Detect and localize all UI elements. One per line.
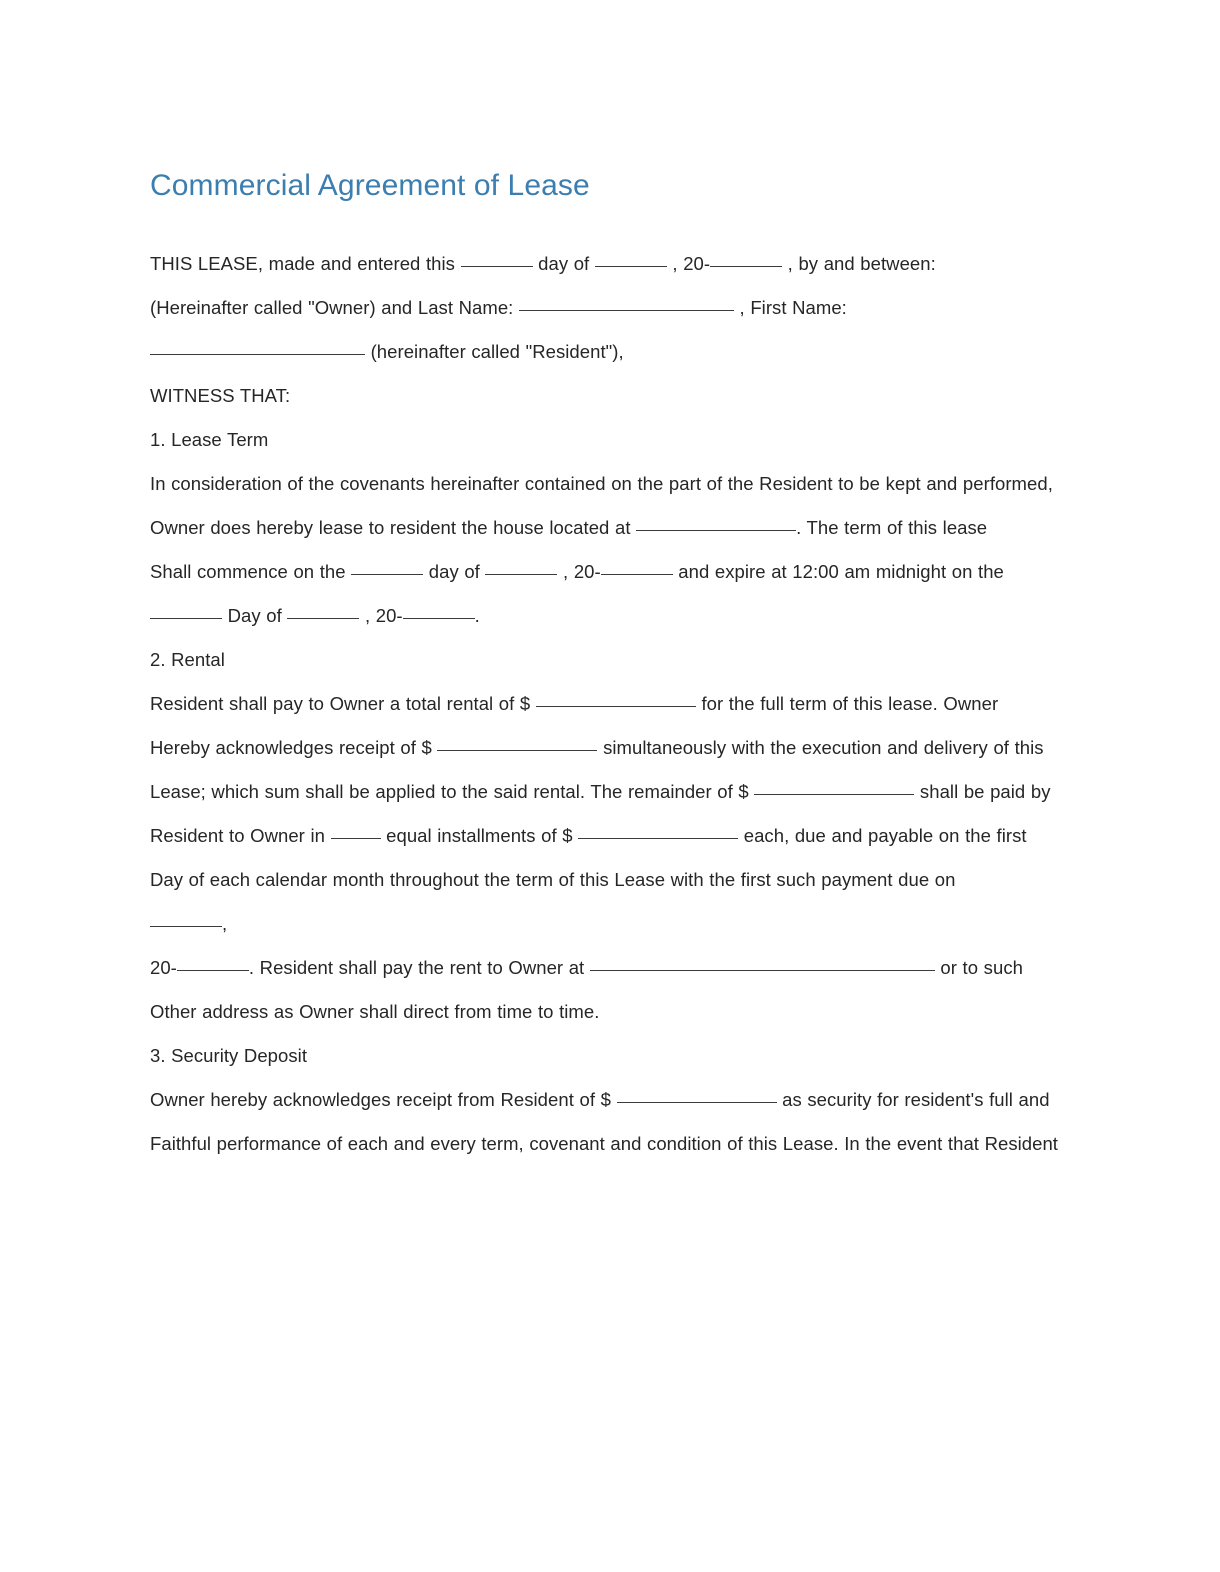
paragraph-text: each, due and payable on the first [738, 825, 1027, 846]
paragraph-text: , 20- [557, 561, 601, 582]
paragraph-text: and expire at 12:00 am midnight on the [672, 561, 1004, 582]
paragraph-text: 3. Security Deposit [150, 1045, 308, 1066]
paragraph-due-date-blank [150, 910, 1068, 939]
fill-in-blank[interactable] [754, 794, 914, 795]
fill-in-blank[interactable] [590, 970, 935, 971]
paragraph-text: . The term of this lease [796, 517, 988, 538]
paragraph-pay-rent-at [150, 954, 1068, 983]
paragraph-text: THIS LEASE, made and entered this [150, 253, 461, 274]
paragraph-witness-that [150, 382, 1068, 411]
paragraph-text: , 20- [359, 605, 403, 626]
paragraph-text: Day of each calendar month throughout the term of this Lease with the first such payment due on [150, 869, 956, 890]
paragraph-text: day of [423, 561, 486, 582]
fill-in-blank[interactable] [617, 1102, 777, 1103]
paragraph-text: Other address as Owner shall direct from time to time. [150, 1001, 600, 1022]
paragraph-text: equal installments of $ [380, 825, 579, 846]
paragraph-total-rental [150, 690, 1068, 719]
fill-in-blank[interactable] [536, 706, 696, 707]
paragraph-text: Owner does hereby lease to resident the house located at [150, 517, 637, 538]
paragraph-text: WITNESS THAT: [150, 385, 291, 406]
fill-in-blank[interactable] [351, 574, 423, 575]
paragraph-resident-name [150, 338, 1068, 367]
paragraph-text: Faithful performance of each and every term, covenant and condition of this Lease. In the event that Resident [150, 1133, 1058, 1154]
paragraph-faithful-performance [150, 1130, 1068, 1159]
fill-in-blank[interactable] [331, 838, 381, 839]
paragraph-text: , [222, 913, 228, 934]
paragraph-list [150, 250, 1068, 1159]
paragraph-expire-day [150, 602, 1068, 631]
fill-in-blank[interactable] [710, 266, 782, 267]
fill-in-blank[interactable] [601, 574, 673, 575]
paragraph-text: (Hereinafter called "Owner) and Last Name: [150, 297, 519, 318]
fill-in-blank[interactable] [461, 266, 533, 267]
fill-in-blank[interactable] [403, 618, 475, 619]
paragraph-installments [150, 822, 1068, 851]
paragraph-text: . Resident shall pay the rent to Owner at [248, 957, 590, 978]
paragraph-text: Resident to Owner in [150, 825, 331, 846]
paragraph-remainder [150, 778, 1068, 807]
page-title: Commercial Agreement of Lease [150, 169, 590, 202]
fill-in-blank[interactable] [519, 310, 734, 311]
fill-in-blank[interactable] [485, 574, 557, 575]
paragraph-text: (hereinafter called "Resident"), [365, 341, 624, 362]
paragraph-text: , First Name: [733, 297, 847, 318]
fill-in-blank[interactable] [150, 618, 222, 619]
fill-in-blank[interactable] [636, 530, 796, 531]
paragraph-text: . [474, 605, 480, 626]
paragraph-text: Shall commence on the [150, 561, 352, 582]
fill-in-blank[interactable] [595, 266, 667, 267]
fill-in-blank[interactable] [177, 970, 249, 971]
paragraph-section-3-heading [150, 1042, 1068, 1071]
paragraph-text: In consideration of the covenants hereinafter contained on the part of the Resident to be kept and performed, [150, 473, 1053, 494]
fill-in-blank[interactable] [150, 926, 222, 927]
paragraph-house-located-at [150, 514, 1068, 543]
paragraph-owner-last-name [150, 294, 1068, 323]
paragraph-text: Lease; which sum shall be applied to the said rental. The remainder of $ [150, 781, 755, 802]
paragraph-acknowledges-receipt [150, 734, 1068, 763]
paragraph-text: shall be paid by [914, 781, 1051, 802]
paragraph-text: Hereby acknowledges receipt of $ [150, 737, 438, 758]
paragraph-first-payment-due [150, 866, 1068, 895]
paragraph-commence-expire [150, 558, 1068, 587]
paragraph-text: , by and between: [782, 253, 936, 274]
paragraph-text: Resident shall pay to Owner a total rental of $ [150, 693, 536, 714]
paragraph-text: 20- [150, 957, 177, 978]
paragraph-text: 1. Lease Term [150, 429, 269, 450]
paragraph-text: simultaneously with the execution and delivery of this [597, 737, 1044, 758]
fill-in-blank[interactable] [150, 354, 365, 355]
paragraph-security-receipt [150, 1086, 1068, 1115]
paragraph-consideration [150, 470, 1068, 499]
paragraph-text: Day of [222, 605, 288, 626]
paragraph-text: day of [532, 253, 595, 274]
paragraph-section-1-heading [150, 426, 1068, 455]
paragraph-text: Owner hereby acknowledges receipt from Resident of $ [150, 1089, 617, 1110]
paragraph-text: as security for resident's full and [776, 1089, 1050, 1110]
paragraph-intro-lease-made [150, 250, 1068, 279]
document-body [150, 168, 1068, 1174]
paragraph-text: 2. Rental [150, 649, 225, 670]
paragraph-other-address [150, 998, 1068, 1027]
fill-in-blank[interactable] [437, 750, 597, 751]
fill-in-blank[interactable] [578, 838, 738, 839]
paragraph-text: for the full term of this lease. Owner [695, 693, 999, 714]
paragraph-text: , 20- [666, 253, 711, 274]
paragraph-text: or to such [934, 957, 1023, 978]
fill-in-blank[interactable] [287, 618, 359, 619]
paragraph-section-2-heading [150, 646, 1068, 675]
